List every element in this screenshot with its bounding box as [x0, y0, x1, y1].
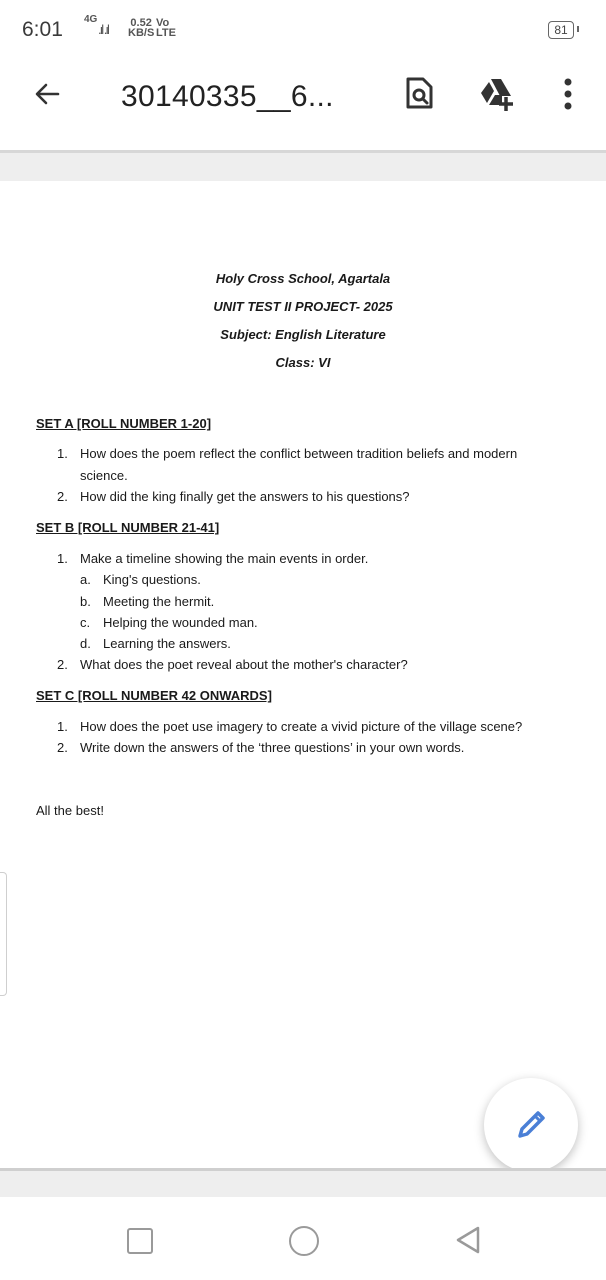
document-search-icon[interactable] [404, 76, 434, 110]
set-b-sub-b: b. Meeting the hermit. [80, 594, 215, 609]
app-bar [0, 62, 606, 150]
status-bar [0, 0, 606, 62]
set-b-title: SET B [ROLL NUMBER 21-41] [36, 520, 220, 535]
network-speed [128, 18, 154, 38]
recent-apps-icon[interactable] [127, 1228, 153, 1254]
status-time: 6:01 [22, 18, 63, 41]
set-a-question-2: 2. How did the king finally get the answers to his questions? [57, 489, 410, 504]
home-icon[interactable] [289, 1226, 319, 1256]
back-arrow-icon[interactable] [30, 76, 66, 112]
drive-add-icon[interactable] [478, 76, 518, 112]
battery-tip [577, 26, 579, 32]
set-b-sub-d: d. Learning the answers. [80, 636, 231, 651]
set-a-title: SET A [ROLL NUMBER 1-20] [36, 416, 212, 431]
set-b-sub-a: a. King's questions. [80, 572, 201, 587]
pencil-icon [514, 1108, 548, 1142]
set-c-title: SET C [ROLL NUMBER 42 ONWARDS] [36, 688, 272, 703]
document-page[interactable] [0, 181, 606, 1168]
speed-unit: KB/S [128, 27, 155, 39]
signal-icon: .ıl .ıl [98, 22, 108, 37]
school-name: Holy Cross School, Agartala [215, 271, 391, 286]
set-b-sub-c: c. Helping the wounded man. [80, 615, 258, 630]
document-title: 30140335__6... [121, 80, 334, 113]
nav-back-icon[interactable] [455, 1225, 481, 1255]
page-gap-bottom [0, 1171, 606, 1197]
set-c-question-2: 2. Write down the answers of the ‘three questions’ in your own words. [57, 740, 465, 755]
side-panel-handle[interactable] [0, 872, 7, 996]
test-title: UNIT TEST II PROJECT- 2025 [213, 299, 393, 314]
volte-indicator: Vo LTE [156, 17, 176, 39]
edit-button[interactable] [484, 1078, 578, 1172]
speed-value: 0.52 [130, 17, 152, 29]
set-b-question-2: 2. What does the poet reveal about the mother's character? [57, 657, 408, 672]
network-type: 4G [84, 14, 98, 25]
closing-note: All the best! [36, 803, 104, 818]
more-vertical-icon[interactable] [560, 76, 576, 112]
battery-icon: 81 [548, 21, 574, 39]
set-b-question-1: 1. Make a timeline showing the main events in order. [57, 551, 369, 566]
class-line: Class: VI [275, 355, 331, 370]
page-gap-top [0, 153, 606, 181]
set-a-question-1: 1. How does the poem reflect the conflict between tradition beliefs and modern [57, 446, 518, 461]
set-a-question-1-continued: science. [80, 468, 128, 483]
set-c-question-1: 1. How does the poet use imagery to create a vivid picture of the village scene? [57, 719, 523, 734]
subject-line: Subject: English Literature [220, 327, 386, 342]
system-nav-bar [0, 1197, 606, 1280]
